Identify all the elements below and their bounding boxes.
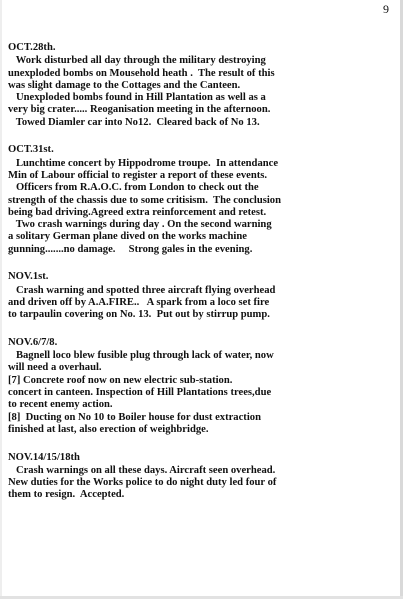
entry-line: [8] Ducting on No 10 to Boiler house for dust extraction	[8, 411, 261, 423]
diary-entry	[8, 337, 397, 436]
page-number: 9	[383, 2, 389, 16]
entry-line: Unexploded bombs found in Hill Plantation as well as a	[8, 92, 266, 104]
entry-line: concert in canteen. Inspection of Hill Plantations trees,due	[8, 387, 272, 399]
entry-date: NOV.14/15/18th	[8, 451, 80, 463]
entry-line: Crash warning and spotted three aircraft flying overhead	[8, 284, 276, 296]
entry-date: NOV.6/7/8.	[8, 336, 58, 348]
entry-line: New duties for the Works police to do night duty led four of	[8, 477, 277, 489]
entry-line: was slight damage to the Cottages and the Canteen.	[8, 79, 241, 91]
entry-line: Min of Labour official to register a report of these events.	[8, 169, 268, 181]
page-edge-left	[0, 0, 2, 599]
entry-line: Crash warnings on all these days. Aircraft seen overhead.	[8, 464, 276, 476]
entry-line: them to resign. Accepted.	[8, 489, 125, 501]
diary-content	[8, 42, 397, 517]
entry-line: Bagnell loco blew fusible plug through lack of water, now	[8, 350, 274, 362]
entry-line: to recent enemy action.	[8, 399, 113, 411]
entry-line: unexploded bombs on Mousehold heath . The result of this	[8, 67, 275, 79]
entry-line: to tarpaulin covering on No. 13. Put out by stirrup pump.	[8, 309, 270, 321]
entry-line: Lunchtime concert by Hippodrome troupe. In attendance	[8, 157, 279, 169]
entry-date: OCT.31st.	[8, 144, 54, 156]
entry-date: OCT.28th.	[8, 42, 56, 53]
entry-line: Towed Diamler car into No12. Cleared back of No 13.	[8, 116, 260, 128]
diary-entry	[8, 144, 397, 256]
entry-line: a solitary German plane dived on the works machine	[8, 231, 247, 243]
entry-line: finished at last, also erection of weighbridge.	[8, 423, 209, 435]
entry-line: Two crash warnings during day . On the second warning	[8, 219, 272, 231]
diary-entry	[8, 452, 397, 502]
entry-line: strength of the chassis due to some critisism. The conclusion	[8, 194, 281, 206]
entry-line: and driven off by A.A.FIRE.. A spark from a loco set fire	[8, 296, 270, 308]
entry-line: Work disturbed all day through the military destroying	[8, 55, 266, 67]
diary-entry	[8, 42, 397, 129]
entry-line: Officers from R.A.O.C. from London to check out the	[8, 182, 259, 194]
entry-line: [7] Concrete roof now on new electric sub-station.	[8, 374, 233, 386]
entry-date: NOV.1st.	[8, 271, 49, 283]
entry-line: being bad driving.Agreed extra reinforcement and retest.	[8, 206, 267, 218]
diary-entry	[8, 271, 397, 321]
entry-line: gunning.......no damage. Strong gales in the evening.	[8, 243, 253, 255]
entry-line: will need a overhaul.	[8, 362, 102, 374]
entry-line: very big crater..... Reoganisation meeting in the afternoon.	[8, 104, 271, 116]
